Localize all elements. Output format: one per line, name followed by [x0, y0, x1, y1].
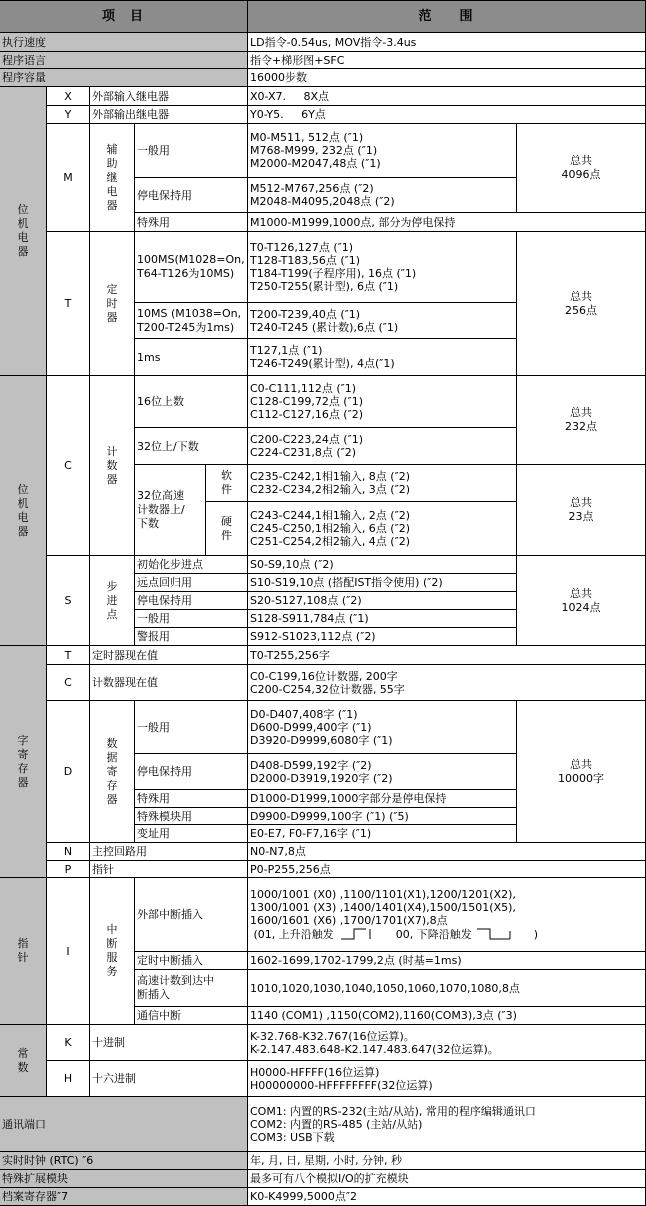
s-latched-value: S20-S127,108点 (″2) [248, 592, 517, 610]
d-total: 总共 10000字 [517, 701, 646, 843]
m-general-value: M0-M511, 512点 (″1) M768-M999, 232点 (″1) M2000-M2047,48点 (″1) [248, 124, 517, 178]
p-name: 指针 [90, 861, 248, 878]
t-1ms-label: 1ms [135, 339, 248, 376]
file-reg-label: 档案寄存器″7 [0, 1188, 248, 1206]
s-general-label: 一般用 [135, 610, 248, 628]
m-latched-label: 停电保持用 [135, 178, 248, 213]
comm-int-value: 1140 (COM1) ,1150(COM2),1160(COM3),3点 (″3) [248, 1007, 646, 1025]
t-100ms-value: T0-T126,127点 (″1) T128-T183,56点 (″1) T184-T199(子程序用), 16点 (″1) T250-T255(累计型), 6点 (″1) [248, 232, 517, 303]
d-index-value: E0-E7, F0-F7,16字 (″1) [248, 825, 517, 843]
comm-port-value: COM1: 内置的RS-232(主站/从站), 常用的程序编辑通讯口 COM2: 内置的RS-485 (主站/从站) COM3: USB下载 [248, 1097, 646, 1152]
header-range: 范 围 [248, 0, 646, 33]
p-code: P [47, 861, 90, 878]
d-code: D [47, 701, 90, 843]
wc-name: 计数器现在值 [90, 665, 248, 701]
falling-edge-icon [476, 927, 516, 941]
ext-int-label: 外部中断插入 [135, 878, 248, 952]
t-10ms-value: T200-T239,40点 (″1) T240-T245 (累计数),6点 (″1) [248, 303, 517, 339]
s-init-label: 初始化步进点 [135, 556, 248, 574]
m-special-value: M1000-M1999,1000点, 部分为停电保持 [248, 213, 646, 232]
d-index-label: 变址用 [135, 825, 248, 843]
h-code: H [47, 1061, 90, 1097]
c-32bit-label: 32位上/下数 [135, 428, 248, 465]
c-total-1: 总共 232点 [517, 376, 646, 465]
x-name: 外部输入继电器 [90, 87, 248, 106]
pointer-group-label: 指 针 [0, 878, 47, 1025]
header-item: 项 目 [0, 0, 248, 33]
wt-name: 定时器现在值 [90, 646, 248, 665]
i-code: I [47, 878, 90, 1025]
wc-code: C [47, 665, 90, 701]
s-name: 步 进 点 [90, 556, 135, 646]
d-name: 数 据 寄 存 器 [90, 701, 135, 843]
hsc-int-value: 1010,1020,1030,1040,1050,1060,1070,1080,8点 [248, 970, 646, 1007]
m-total: 总共 4096点 [517, 124, 646, 213]
h-name: 十六进制 [90, 1061, 248, 1097]
ext-int-value: 1000/1001 (X0) ,1100/1101(X1),1200/1201(X2), 1300/1001 (X3) ,1400/1401(X4),1500/1501(X5), 1600/1601 (X6) ,1700/1701(X7),8点 (01, 上升沿触发 00, 下降沿触发 ) [248, 878, 646, 952]
file-reg-value: K0-K4999,5000点″2 [248, 1188, 646, 1206]
constants-group-label: 常 数 [0, 1025, 47, 1097]
c-soft-value: C235-C242,1相1输入, 8点 (″2) C232-C234,2相2输入, 3点 (″2) [248, 465, 517, 502]
c-soft-label: 软 件 [206, 465, 248, 502]
k-code: K [47, 1025, 90, 1061]
rtc-value: 年, 月, 日, 星期, 小时, 分钟, 秒 [248, 1152, 646, 1170]
h-value: H0000-HFFFF(16位运算) H00000000-HFFFFFFFF(32位运算) [248, 1061, 646, 1097]
prog-lang-label: 程序语言 [0, 52, 248, 69]
bit-group-label-top: 位 机 电 器 [0, 87, 47, 376]
c-32bit-value: C200-C223,24点 (″1) C224-C231,8点 (″2) [248, 428, 517, 465]
wc-value: C0-C199,16位计数器, 200字 C200-C254,32位计数器, 55字 [248, 665, 646, 701]
c-hard-value: C243-C244,1相1输入, 2点 (″2) C245-C250,1相2输入, 6点 (″2) C251-C254,2相2输入, 4点 (″2) [248, 502, 517, 556]
m-name: 辅 助 继 电 器 [90, 124, 135, 232]
i-name: 中 断 服 务 [90, 878, 135, 1025]
t-10ms-label: 10MS (M1038=On, T200-T245为1ms) [135, 303, 248, 339]
t-code: T [47, 232, 90, 376]
k-name: 十进制 [90, 1025, 248, 1061]
y-value: Y0-Y5. 6Y点 [248, 106, 646, 124]
s-latched-label: 停电保持用 [135, 592, 248, 610]
m-special-label: 特殊用 [135, 213, 248, 232]
n-code: N [47, 843, 90, 861]
t-1ms-value: T127,1点 (″1) T246-T249(累计型), 4点(″1) [248, 339, 517, 376]
s-code: S [47, 556, 90, 646]
exec-speed-label: 执行速度 [0, 33, 248, 52]
s-general-value: S128-S911,784点 (″1) [248, 610, 517, 628]
hsc-int-label: 高速计数到达中 断插入 [135, 970, 248, 1007]
c-code: C [47, 376, 90, 556]
t-100ms-label: 100MS(M1028=On, T64-T126为10MS) [135, 232, 248, 303]
k-value: K-32.768-K32.767(16位运算)。 K-2.147.483.648-K2.147.483.647(32位运算)。 [248, 1025, 646, 1061]
timer-int-value: 1602-1699,1702-1799,2点 (时基=1ms) [248, 952, 646, 970]
c-name: 计 数 器 [90, 376, 135, 556]
d-latched-label: 停电保持用 [135, 754, 248, 790]
c-total-2: 总共 23点 [517, 465, 646, 556]
bit-group-label-bottom: 位 机 电 器 [0, 376, 47, 646]
t-total: 总共 256点 [517, 232, 646, 376]
y-code: Y [47, 106, 90, 124]
x-value: X0-X7. 8X点 [248, 87, 646, 106]
rtc-label: 实时时钟 (RTC) ″6 [0, 1152, 248, 1170]
prog-cap-value: 16000步数 [248, 69, 646, 87]
t-name: 定 时 器 [90, 232, 135, 376]
exec-speed-value: LD指令-0.54us, MOV指令-3.4us [248, 33, 646, 52]
d-special-module-label: 特殊模块用 [135, 808, 248, 825]
ext-module-label: 特殊扩展模块 [0, 1170, 248, 1188]
d-general-value: D0-D407,408字 (″1) D600-D999,400字 (″1) D3920-D9999,6080字 (″1) [248, 701, 517, 754]
timer-int-label: 定时中断插入 [135, 952, 248, 970]
word-group-label: 字 寄 存 器 [0, 646, 47, 878]
c-16bit-label: 16位上数 [135, 376, 248, 428]
s-alarm-label: 警报用 [135, 628, 248, 646]
wt-code: T [47, 646, 90, 665]
s-init-value: S0-S9,10点 (″2) [248, 556, 517, 574]
rising-edge-note: (01, 上升沿触发 [250, 927, 334, 941]
p-value: P0-P255,256点 [248, 861, 646, 878]
n-value: N0-N7,8点 [248, 843, 646, 861]
d-special-module-value: D9900-D9999,100字 (″1) (″5) [248, 808, 517, 825]
d-special-value: D1000-D1999,1000字部分是停电保持 [248, 790, 517, 808]
wt-value: T0-T255,256字 [248, 646, 646, 665]
falling-edge-note: 00, 下降沿触发 [395, 927, 472, 941]
m-general-label: 一般用 [135, 124, 248, 178]
c-16bit-value: C0-C111,112点 (″1) C128-C199,72点 (″1) C112-C127,16点 (″2) [248, 376, 517, 428]
m-latched-value: M512-M767,256点 (″2) M2048-M4095,2048点 (″2) [248, 178, 517, 213]
prog-cap-label: 程序容量 [0, 69, 248, 87]
comm-int-label: 通信中断 [135, 1007, 248, 1025]
d-general-label: 一般用 [135, 701, 248, 754]
comm-port-label: 通讯端口 [0, 1097, 248, 1152]
prog-lang-value: 指令+梯形图+SFC [248, 52, 646, 69]
c-32hs-label: 32位高速 计数器上/ 下数 [135, 465, 206, 556]
x-code: X [47, 87, 90, 106]
d-special-label: 特殊用 [135, 790, 248, 808]
s-total: 总共 1024点 [517, 556, 646, 646]
n-name: 主控回路用 [90, 843, 248, 861]
ext-module-value: 最多可有八个模拟I/O的扩充模块 [248, 1170, 646, 1188]
y-name: 外部输出继电器 [90, 106, 248, 124]
s-return-value: S10-S19,10点 (搭配IST指令使用) (″2) [248, 574, 517, 592]
c-hard-label: 硬 件 [206, 502, 248, 556]
d-latched-value: D408-D599,192字 (″2) D2000-D3919,1920字 (″2) [248, 754, 517, 790]
note-close: ) [533, 927, 539, 941]
rising-edge-icon [340, 927, 376, 941]
s-return-label: 远点回归用 [135, 574, 248, 592]
m-code: M [47, 124, 90, 232]
s-alarm-value: S912-S1023,112点 (″2) [248, 628, 517, 646]
